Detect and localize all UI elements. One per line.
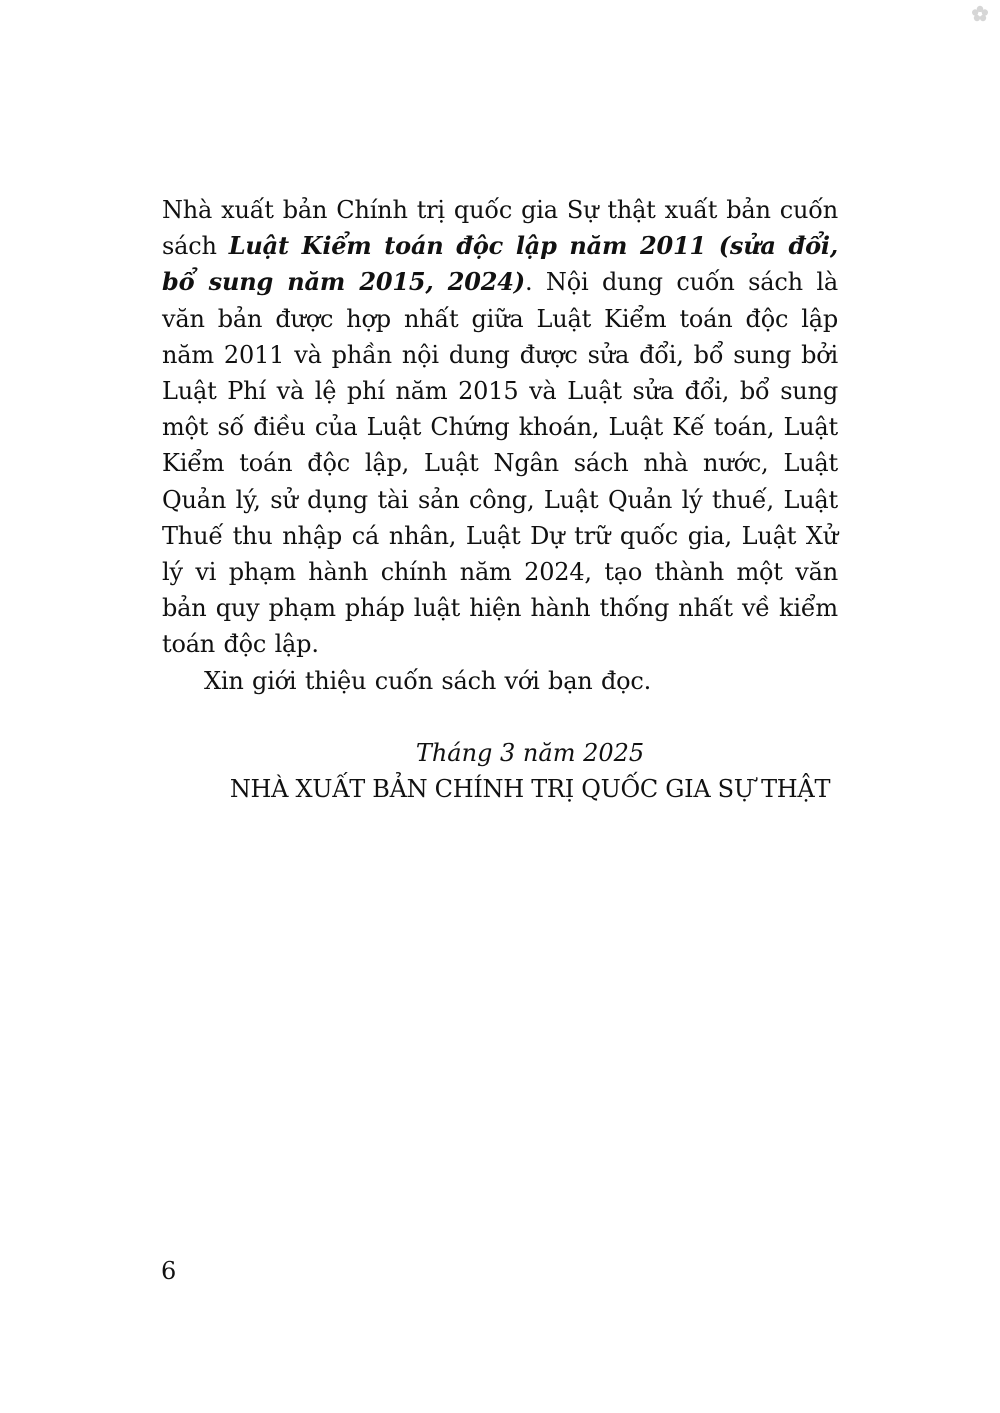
- signature-publisher: NHÀ XUẤT BẢN CHÍNH TRỊ QUỐC GIA SỰ THẬT: [229, 774, 831, 803]
- book-title: Luật Kiểm toán độc lập năm 2011 (sửa đổi, bổ sung năm 2015, 2024): [162, 231, 838, 297]
- preface-content: [162, 192, 838, 807]
- preface-paragraph: [162, 192, 838, 663]
- paragraph-body: . Nội dung cuốn sách là văn bản được hợp nhất giữa Luật Kiểm toán độc lập năm 2011 và phần nội dung được sửa đổi, bổ sung bởi Luật Phí và lệ phí năm 2015 và Luật sửa đổi, bổ sung một số điều của Luật Chứng khoán, Luật Kế toán, Luật Kiểm toán độc lập, Luật Ngân sách nhà nước, Luật Quản lý, sử dụng tài sản công, Luật Quản lý thuế, Luật Thuế thu nhập cá nhân, Luật Dự trữ quốc gia, Luật Xử lý vi phạm hành chính năm 2024, tạo thành một văn bản quy phạm pháp luật hiện hành thống nhất về kiểm toán độc lập.: [162, 268, 838, 659]
- paragraph-lead: Nhà xuất bản Chính trị quốc gia Sự thật xuất bản cuốn sách: [162, 196, 838, 261]
- signature-date: Tháng 3 năm 2025: [415, 738, 645, 767]
- signature-block: [162, 735, 838, 807]
- flower-logo-icon: [970, 4, 990, 24]
- page-number: 6: [161, 1257, 177, 1285]
- closing-paragraph: Xin giới thiệu cuốn sách với bạn đọc.: [204, 666, 652, 695]
